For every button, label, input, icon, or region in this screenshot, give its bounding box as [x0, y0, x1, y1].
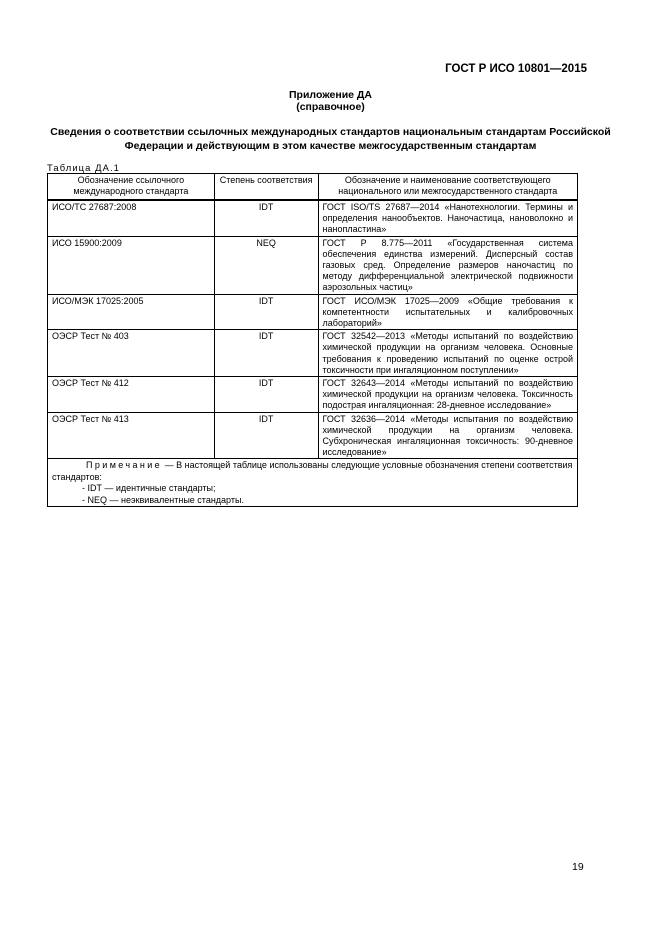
table-row: [48, 200, 578, 236]
cell-designation: ОЭСР Тест № 413: [48, 412, 215, 459]
page-number: 19: [572, 861, 584, 873]
appendix-title: Приложение ДА: [289, 89, 372, 101]
cell-degree: IDT: [214, 377, 318, 413]
appendix-subtitle: (справочное): [296, 101, 365, 113]
cell-national-standard: ГОСТ 32542—2013 «Методы испытаний по воздействию химической продукции на организм человека. Основные требования к проведению испытаний по оценке острой токсичности при ингаляционном поступлении»: [318, 330, 577, 377]
cell-designation: ИСО/ТС 27687:2008: [48, 200, 215, 236]
column-header-national-standard: Обозначение и наименование соответствующего национального или межгосударственного стандарта: [318, 174, 577, 201]
table-header-row: [48, 174, 578, 201]
cell-degree: IDT: [214, 200, 318, 236]
section-title: Сведения о соответствии ссылочных международных стандартов национальным стандартам Российской Федерации и действующим в этом качестве межгосударственным стандартам: [50, 126, 611, 152]
cell-national-standard: ГОСТ Р 8.775—2011 «Государственная система обеспечения единства измерений. Дисперсный состав газовых сред. Определение размеров наночастиц по методу дифференциальной электрической подвижности аэрозольных частиц»: [318, 236, 577, 294]
appendix-heading: [0, 89, 661, 113]
cell-degree: IDT: [214, 330, 318, 377]
table-row: [48, 412, 578, 459]
document-code: ГОСТ Р ИСО 10801—2015: [445, 63, 587, 75]
table-row: [48, 330, 578, 377]
correspondence-table: [47, 173, 578, 507]
table-row: [48, 377, 578, 413]
table-row: [48, 236, 578, 294]
cell-degree: IDT: [214, 294, 318, 330]
column-header-degree: Степень соответствия: [214, 174, 318, 201]
table-note-row: [48, 459, 578, 507]
cell-degree: NEQ: [214, 236, 318, 294]
cell-national-standard: ГОСТ 32643—2014 «Методы испытаний по воздействию химической продукции на организм человека. Токсичность подострая ингаляционная: 28-дневное исследование»: [318, 377, 577, 413]
note-item-neq: - NEQ — неэквивалентные стандарты.: [82, 494, 244, 505]
table-caption: Таблица ДА.1: [47, 162, 120, 173]
cell-designation: ОЭСР Тест № 412: [48, 377, 215, 413]
cell-national-standard: ГОСТ ИСО/МЭК 17025—2009 «Общие требования к компетентности испытательных и калибровочных лабораторий»: [318, 294, 577, 330]
cell-designation: ИСО/МЭК 17025:2005: [48, 294, 215, 330]
table-note: [48, 459, 578, 507]
cell-national-standard: ГОСТ 32636—2014 «Методы испытания по воздействию химической продукции на организм человека. Субхроническая ингаляционная токсичность: 90-дневное исследование»: [318, 412, 577, 459]
cell-designation: ОЭСР Тест № 403: [48, 330, 215, 377]
table-row: [48, 294, 578, 330]
cell-national-standard: ГОСТ ISO/TS 27687—2014 «Нанотехнологии. Термины и определения нанообъектов. Наночастица, нановолокно и нанопластина»: [318, 200, 577, 236]
note-label: Примечание: [86, 460, 163, 471]
cell-designation: ИСО 15900:2009: [48, 236, 215, 294]
note-item-idt: - IDT — идентичные стандарты;: [82, 483, 216, 494]
cell-degree: IDT: [214, 412, 318, 459]
note-intro: [52, 460, 573, 483]
column-header-designation: Обозначение ссылочного международного стандарта: [48, 174, 215, 201]
note-text: — В настоящей таблице использованы следующие условные обозначения степени соответствия стандартов:: [52, 460, 573, 482]
